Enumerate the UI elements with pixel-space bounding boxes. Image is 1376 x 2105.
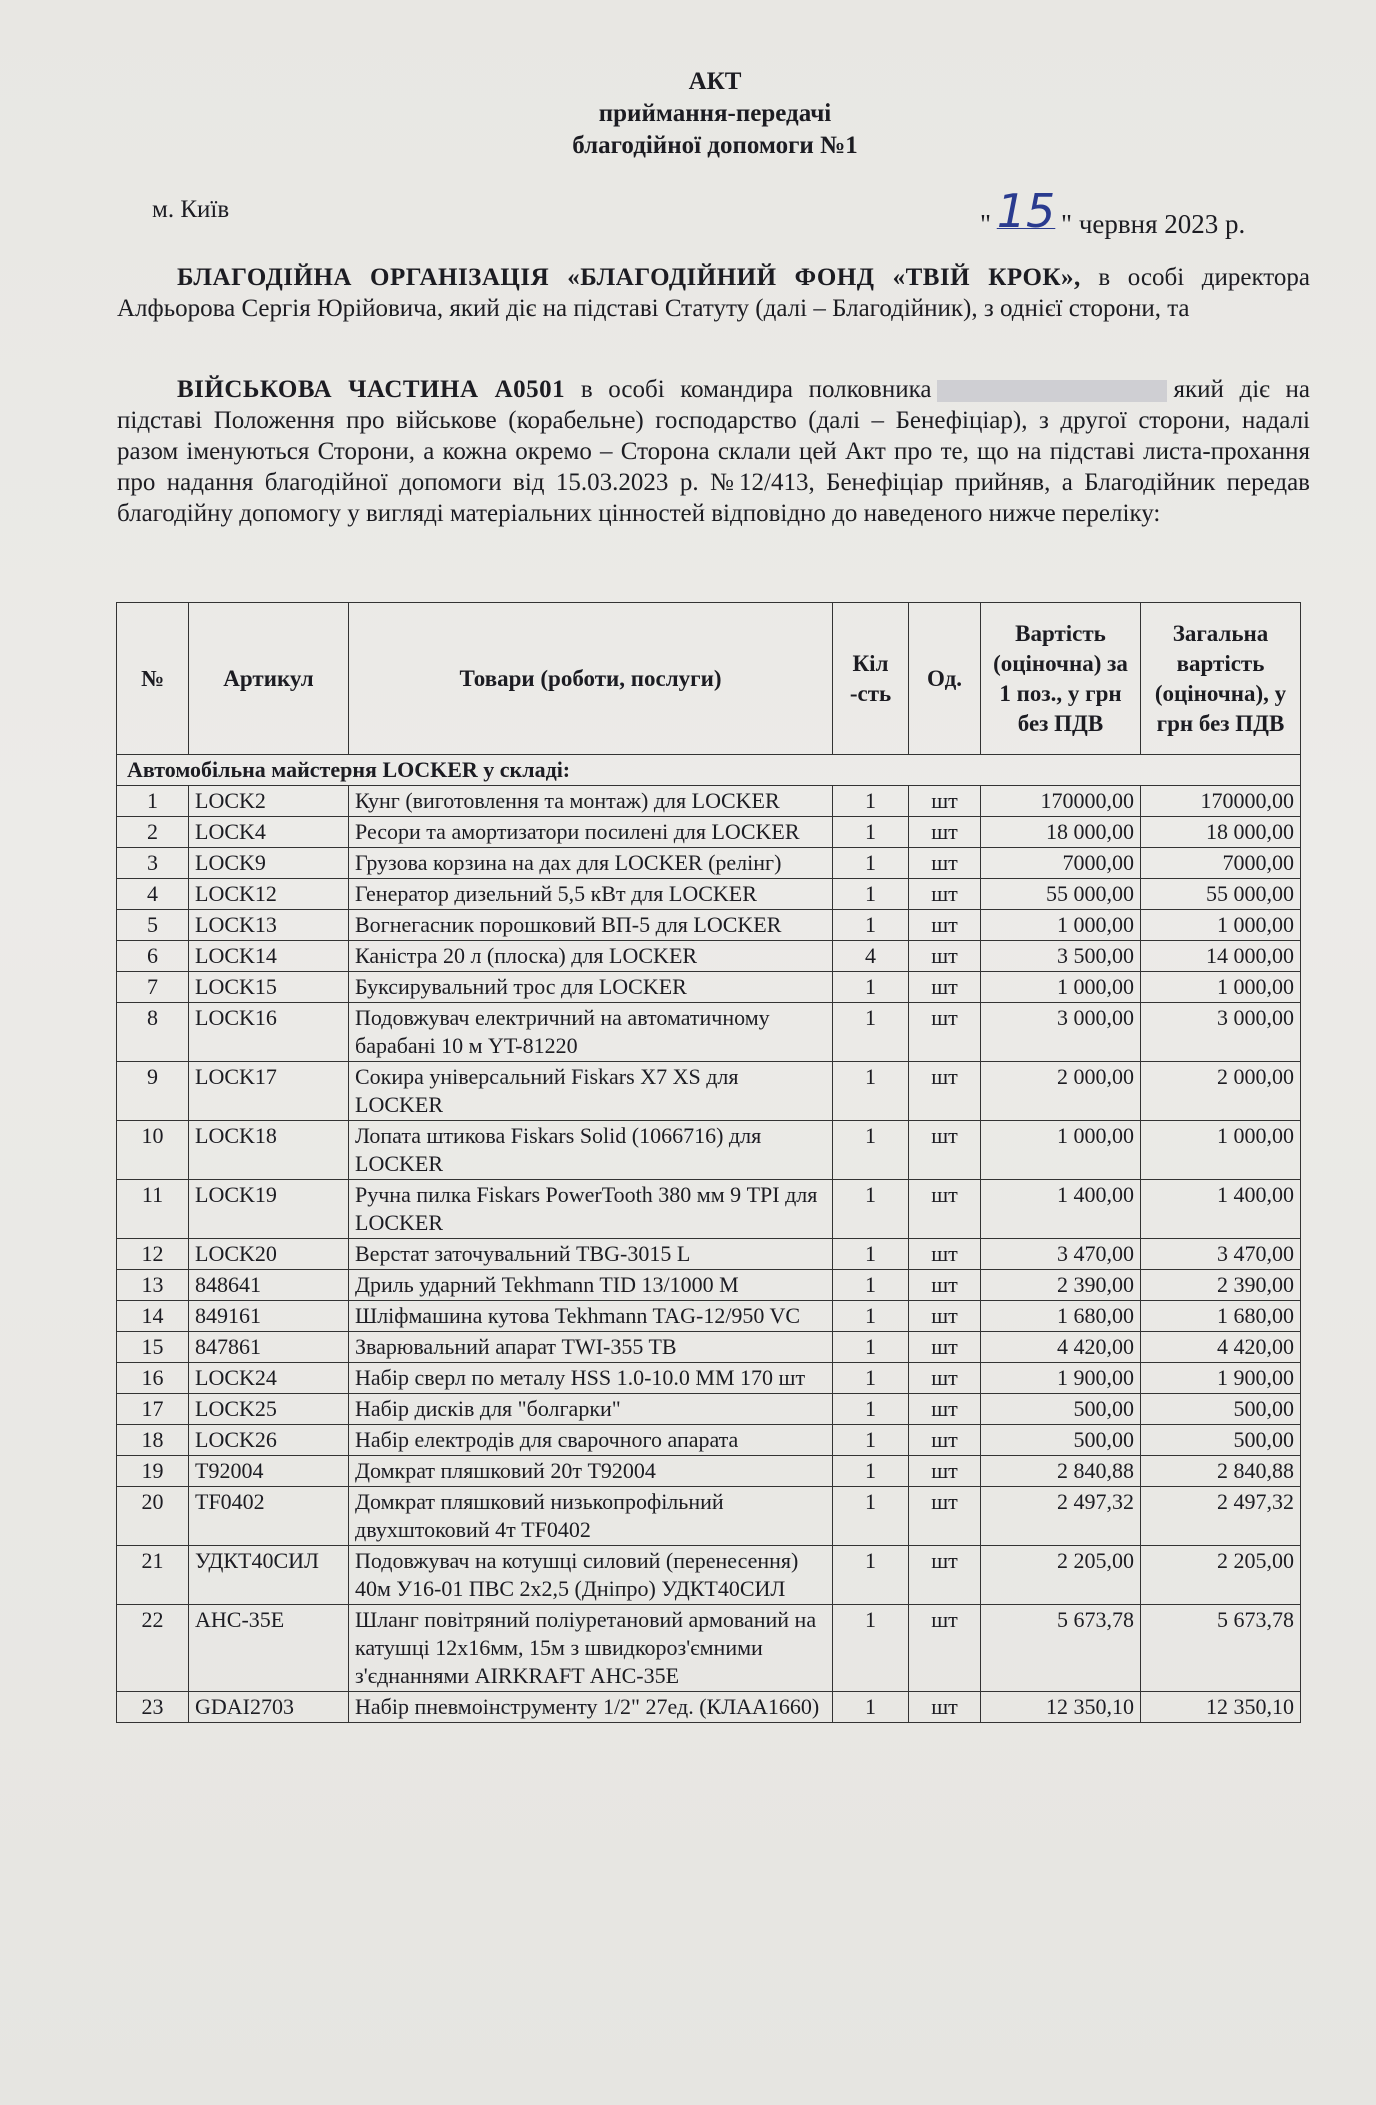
row-unit: шт <box>909 1003 981 1062</box>
table-row <box>117 1301 1301 1332</box>
table-row <box>117 1546 1301 1605</box>
table-row <box>117 1003 1301 1062</box>
header-goods: Товари (роботи, послуги) <box>349 603 833 755</box>
row-qty: 1 <box>833 1003 909 1062</box>
row-goods: Сокира універсальний Fiskars X7 XS для LOCKER <box>349 1062 833 1121</box>
row-goods: Домкрат пляшковий низькопрофільний двухштоковий 4т TF0402 <box>349 1487 833 1546</box>
row-price: 3 500,00 <box>981 941 1141 972</box>
table-row <box>117 848 1301 879</box>
date-quote-open: " <box>980 209 992 239</box>
row-price: 1 680,00 <box>981 1301 1141 1332</box>
row-qty: 1 <box>833 817 909 848</box>
row-unit: шт <box>909 1301 981 1332</box>
row-unit: шт <box>909 1605 981 1692</box>
row-price: 3 000,00 <box>981 1003 1141 1062</box>
row-article: LOCK19 <box>189 1180 349 1239</box>
row-number: 21 <box>117 1546 189 1605</box>
row-number: 20 <box>117 1487 189 1546</box>
row-unit: шт <box>909 1062 981 1121</box>
row-price: 500,00 <box>981 1394 1141 1425</box>
row-number: 12 <box>117 1239 189 1270</box>
header-num: № <box>117 603 189 755</box>
row-qty: 4 <box>833 941 909 972</box>
row-unit: шт <box>909 848 981 879</box>
row-price: 18 000,00 <box>981 817 1141 848</box>
row-qty: 1 <box>833 1456 909 1487</box>
row-goods: Шланг повітряний поліуретановий армований на катушці 12х16мм, 15м з швидкороз'ємними з'єднаннями AIRKRAFT АНС-35Е <box>349 1605 833 1692</box>
table-row <box>117 972 1301 1003</box>
row-total: 3 000,00 <box>1141 1003 1301 1062</box>
row-total: 14 000,00 <box>1141 941 1301 972</box>
table-row <box>117 1062 1301 1121</box>
row-article: 848641 <box>189 1270 349 1301</box>
row-qty: 1 <box>833 1605 909 1692</box>
row-qty: 1 <box>833 1487 909 1546</box>
row-qty: 1 <box>833 1363 909 1394</box>
table-row <box>117 1425 1301 1456</box>
row-price: 12 350,10 <box>981 1692 1141 1723</box>
table-row <box>117 1180 1301 1239</box>
row-qty: 1 <box>833 1546 909 1605</box>
row-article: T92004 <box>189 1456 349 1487</box>
row-qty: 1 <box>833 1301 909 1332</box>
row-unit: шт <box>909 1239 981 1270</box>
row-unit: шт <box>909 786 981 817</box>
row-article: LOCK24 <box>189 1363 349 1394</box>
paragraph-beneficiary <box>117 374 1310 529</box>
row-total: 1 000,00 <box>1141 972 1301 1003</box>
header-price: Вартість (оціночна) за 1 поз., у грн без ПДВ <box>981 603 1141 755</box>
date-day-handwritten: 15 <box>996 184 1056 238</box>
row-article: LOCK18 <box>189 1121 349 1180</box>
row-unit: шт <box>909 1546 981 1605</box>
row-goods: Каністра 20 л (плоска) для LOCKER <box>349 941 833 972</box>
row-price: 5 673,78 <box>981 1605 1141 1692</box>
row-qty: 1 <box>833 1062 909 1121</box>
document-title <box>0 66 1376 162</box>
row-price: 1 400,00 <box>981 1180 1141 1239</box>
row-price: 2 000,00 <box>981 1062 1141 1121</box>
table-row <box>117 1605 1301 1692</box>
row-article: LOCK2 <box>189 786 349 817</box>
row-total: 1 400,00 <box>1141 1180 1301 1239</box>
row-qty: 1 <box>833 1692 909 1723</box>
row-goods: Домкрат пляшковий 20т T92004 <box>349 1456 833 1487</box>
table-row <box>117 1394 1301 1425</box>
row-unit: шт <box>909 1121 981 1180</box>
row-article: LOCK4 <box>189 817 349 848</box>
row-article: 847861 <box>189 1332 349 1363</box>
row-article: LOCK17 <box>189 1062 349 1121</box>
row-article: 849161 <box>189 1301 349 1332</box>
table-row <box>117 1270 1301 1301</box>
donor-name: БЛАГОДІЙНА ОРГАНІЗАЦІЯ «БЛАГОДІЙНИЙ ФОНД «ТВІЙ КРОК», <box>177 264 1081 291</box>
header-unit: Од. <box>909 603 981 755</box>
row-total: 500,00 <box>1141 1425 1301 1456</box>
row-goods: Шліфмашина кутова Tekhmann TAG-12/950 VC <box>349 1301 833 1332</box>
row-total: 2 840,88 <box>1141 1456 1301 1487</box>
row-number: 4 <box>117 879 189 910</box>
table-row <box>117 1363 1301 1394</box>
items-table <box>116 602 1301 1723</box>
beneficiary-name: ВІЙСЬКОВА ЧАСТИНА А0501 <box>177 376 566 403</box>
row-qty: 1 <box>833 1239 909 1270</box>
table-row <box>117 1692 1301 1723</box>
row-price: 2 205,00 <box>981 1546 1141 1605</box>
table-header-row <box>117 603 1301 755</box>
row-article: LOCK16 <box>189 1003 349 1062</box>
row-unit: шт <box>909 941 981 972</box>
row-number: 6 <box>117 941 189 972</box>
row-number: 23 <box>117 1692 189 1723</box>
row-article: АНС-35Е <box>189 1605 349 1692</box>
row-unit: шт <box>909 1332 981 1363</box>
row-unit: шт <box>909 972 981 1003</box>
table-row <box>117 941 1301 972</box>
row-number: 16 <box>117 1363 189 1394</box>
row-goods: Генератор дизельний 5,5 кВт для LOCKER <box>349 879 833 910</box>
row-price: 1 000,00 <box>981 1121 1141 1180</box>
row-total: 1 000,00 <box>1141 910 1301 941</box>
table-row <box>117 1456 1301 1487</box>
row-article: LOCK14 <box>189 941 349 972</box>
row-qty: 1 <box>833 1270 909 1301</box>
row-unit: шт <box>909 1456 981 1487</box>
row-number: 18 <box>117 1425 189 1456</box>
table-row <box>117 817 1301 848</box>
row-number: 19 <box>117 1456 189 1487</box>
row-goods: Зварювальний апарат TWI-355 TB <box>349 1332 833 1363</box>
header-article: Артикул <box>189 603 349 755</box>
row-total: 2 390,00 <box>1141 1270 1301 1301</box>
row-price: 1 900,00 <box>981 1363 1141 1394</box>
row-qty: 1 <box>833 786 909 817</box>
row-price: 7000,00 <box>981 848 1141 879</box>
document-date <box>980 184 1246 244</box>
row-unit: шт <box>909 1692 981 1723</box>
row-goods: Ресори та амортизатори посилені для LOCKER <box>349 817 833 848</box>
title-line-1: АКТ <box>688 68 742 95</box>
row-qty: 1 <box>833 1425 909 1456</box>
table-row <box>117 1239 1301 1270</box>
row-qty: 1 <box>833 1121 909 1180</box>
row-article: LOCK15 <box>189 972 349 1003</box>
row-total: 4 420,00 <box>1141 1332 1301 1363</box>
row-total: 5 673,78 <box>1141 1605 1301 1692</box>
header-total: Загальна вартість (оціночна), у грн без ПДВ <box>1141 603 1301 755</box>
row-number: 7 <box>117 972 189 1003</box>
row-price: 55 000,00 <box>981 879 1141 910</box>
title-line-2: приймання-передачі <box>598 100 832 127</box>
row-total: 1 680,00 <box>1141 1301 1301 1332</box>
row-number: 11 <box>117 1180 189 1239</box>
section-title: Автомобільна майстерня LOCKER у складі: <box>117 755 1301 786</box>
row-goods: Вогнегасник порошковий ВП-5 для LOCKER <box>349 910 833 941</box>
redacted-name <box>937 380 1167 402</box>
row-number: 10 <box>117 1121 189 1180</box>
row-total: 2 000,00 <box>1141 1062 1301 1121</box>
row-number: 9 <box>117 1062 189 1121</box>
row-article: LOCK12 <box>189 879 349 910</box>
row-qty: 1 <box>833 972 909 1003</box>
row-goods: Верстат заточувальний TBG-3015 L <box>349 1239 833 1270</box>
row-total: 2 497,32 <box>1141 1487 1301 1546</box>
row-unit: шт <box>909 910 981 941</box>
row-unit: шт <box>909 1270 981 1301</box>
section-row <box>117 755 1301 786</box>
row-total: 18 000,00 <box>1141 817 1301 848</box>
row-price: 170000,00 <box>981 786 1141 817</box>
table-row <box>117 910 1301 941</box>
row-price: 2 497,32 <box>981 1487 1141 1546</box>
row-article: LOCK13 <box>189 910 349 941</box>
row-goods: Набір дисків для "болгарки" <box>349 1394 833 1425</box>
row-price: 500,00 <box>981 1425 1141 1456</box>
row-number: 2 <box>117 817 189 848</box>
row-unit: шт <box>909 817 981 848</box>
row-article: УДКТ40СИЛ <box>189 1546 349 1605</box>
row-total: 55 000,00 <box>1141 879 1301 910</box>
row-goods: Кунг (виготовлення та монтаж) для LOCKER <box>349 786 833 817</box>
row-article: GDAI2703 <box>189 1692 349 1723</box>
table-row <box>117 786 1301 817</box>
beneficiary-text-b: який діє на підставі Положення про військове (корабельне) господарство (далі – Бенефіціар), з другої сторони, надалі разом іменуються Сторони, а кожна окремо – Сторона склали цей Акт про те, що на підставі листа-прохання про надання благодійної допомоги від 15.03.2023 р. №12/413, Бенефіціар прийняв, а Благодійник передав благодійну допомогу у вигляді матеріальних цінностей відповідно до наведеного нижче переліку: <box>117 376 1310 527</box>
row-number: 14 <box>117 1301 189 1332</box>
row-goods: Буксирувальний трос для LOCKER <box>349 972 833 1003</box>
row-total: 1 000,00 <box>1141 1121 1301 1180</box>
row-article: LOCK26 <box>189 1425 349 1456</box>
row-unit: шт <box>909 1363 981 1394</box>
row-article: LOCK9 <box>189 848 349 879</box>
row-price: 4 420,00 <box>981 1332 1141 1363</box>
row-total: 500,00 <box>1141 1394 1301 1425</box>
title-line-3: благодійної допомоги №1 <box>572 132 858 159</box>
row-total: 7000,00 <box>1141 848 1301 879</box>
row-total: 2 205,00 <box>1141 1546 1301 1605</box>
row-goods: Набір сверл по металу HSS 1.0-10.0 MM 170 шт <box>349 1363 833 1394</box>
row-qty: 1 <box>833 879 909 910</box>
row-unit: шт <box>909 1394 981 1425</box>
table-row <box>117 1487 1301 1546</box>
row-goods: Подовжувач на котушці силовий (перенесення) 40м У16-01 ПВС 2х2,5 (Дніпро) УДКТ40СИЛ <box>349 1546 833 1605</box>
row-number: 1 <box>117 786 189 817</box>
place: м. Київ <box>152 196 230 223</box>
row-goods: Набір електродів для сварочного апарата <box>349 1425 833 1456</box>
row-unit: шт <box>909 1180 981 1239</box>
row-goods: Дриль ударний Tekhmann TID 13/1000 M <box>349 1270 833 1301</box>
row-article: TF0402 <box>189 1487 349 1546</box>
row-goods: Лопата штикова Fiskars Solid (1066716) для LOCKER <box>349 1121 833 1180</box>
date-rest: червня 2023 р. <box>1072 209 1246 239</box>
row-unit: шт <box>909 1425 981 1456</box>
row-qty: 1 <box>833 910 909 941</box>
row-total: 1 900,00 <box>1141 1363 1301 1394</box>
row-goods: Ручна пилка Fiskars PowerTooth 380 мм 9 TPI для LOCKER <box>349 1180 833 1239</box>
row-number: 8 <box>117 1003 189 1062</box>
row-qty: 1 <box>833 1332 909 1363</box>
table-row <box>117 1121 1301 1180</box>
row-unit: шт <box>909 1487 981 1546</box>
table-row <box>117 1332 1301 1363</box>
beneficiary-text-a: в особі командира полковника <box>565 376 932 403</box>
table-row <box>117 879 1301 910</box>
row-price: 1 000,00 <box>981 910 1141 941</box>
row-price: 3 470,00 <box>981 1239 1141 1270</box>
row-goods: Набір пневмоінструменту 1/2" 27ед. (КЛАА1660) <box>349 1692 833 1723</box>
row-goods: Грузова корзина на дах для LOCKER (релінг) <box>349 848 833 879</box>
row-qty: 1 <box>833 1394 909 1425</box>
row-article: LOCK20 <box>189 1239 349 1270</box>
row-number: 17 <box>117 1394 189 1425</box>
row-total: 3 470,00 <box>1141 1239 1301 1270</box>
row-qty: 1 <box>833 1180 909 1239</box>
row-number: 3 <box>117 848 189 879</box>
row-unit: шт <box>909 879 981 910</box>
row-price: 2 390,00 <box>981 1270 1141 1301</box>
row-number: 22 <box>117 1605 189 1692</box>
date-quote-close: " <box>1061 209 1073 239</box>
row-article: LOCK25 <box>189 1394 349 1425</box>
header-qty: Кіл -сть <box>833 603 909 755</box>
row-number: 13 <box>117 1270 189 1301</box>
row-price: 1 000,00 <box>981 972 1141 1003</box>
row-goods: Подовжувач електричний на автоматичному барабані 10 м YT-81220 <box>349 1003 833 1062</box>
row-total: 12 350,10 <box>1141 1692 1301 1723</box>
donor-text: в особі директора Алфьорова Сергія Юрійовича, який діє на підставі Статуту (далі – Благодійник), з однієї сторони, та <box>117 264 1310 322</box>
row-number: 5 <box>117 910 189 941</box>
row-total: 170000,00 <box>1141 786 1301 817</box>
row-price: 2 840,88 <box>981 1456 1141 1487</box>
row-qty: 1 <box>833 848 909 879</box>
row-number: 15 <box>117 1332 189 1363</box>
paragraph-donor <box>117 262 1310 324</box>
